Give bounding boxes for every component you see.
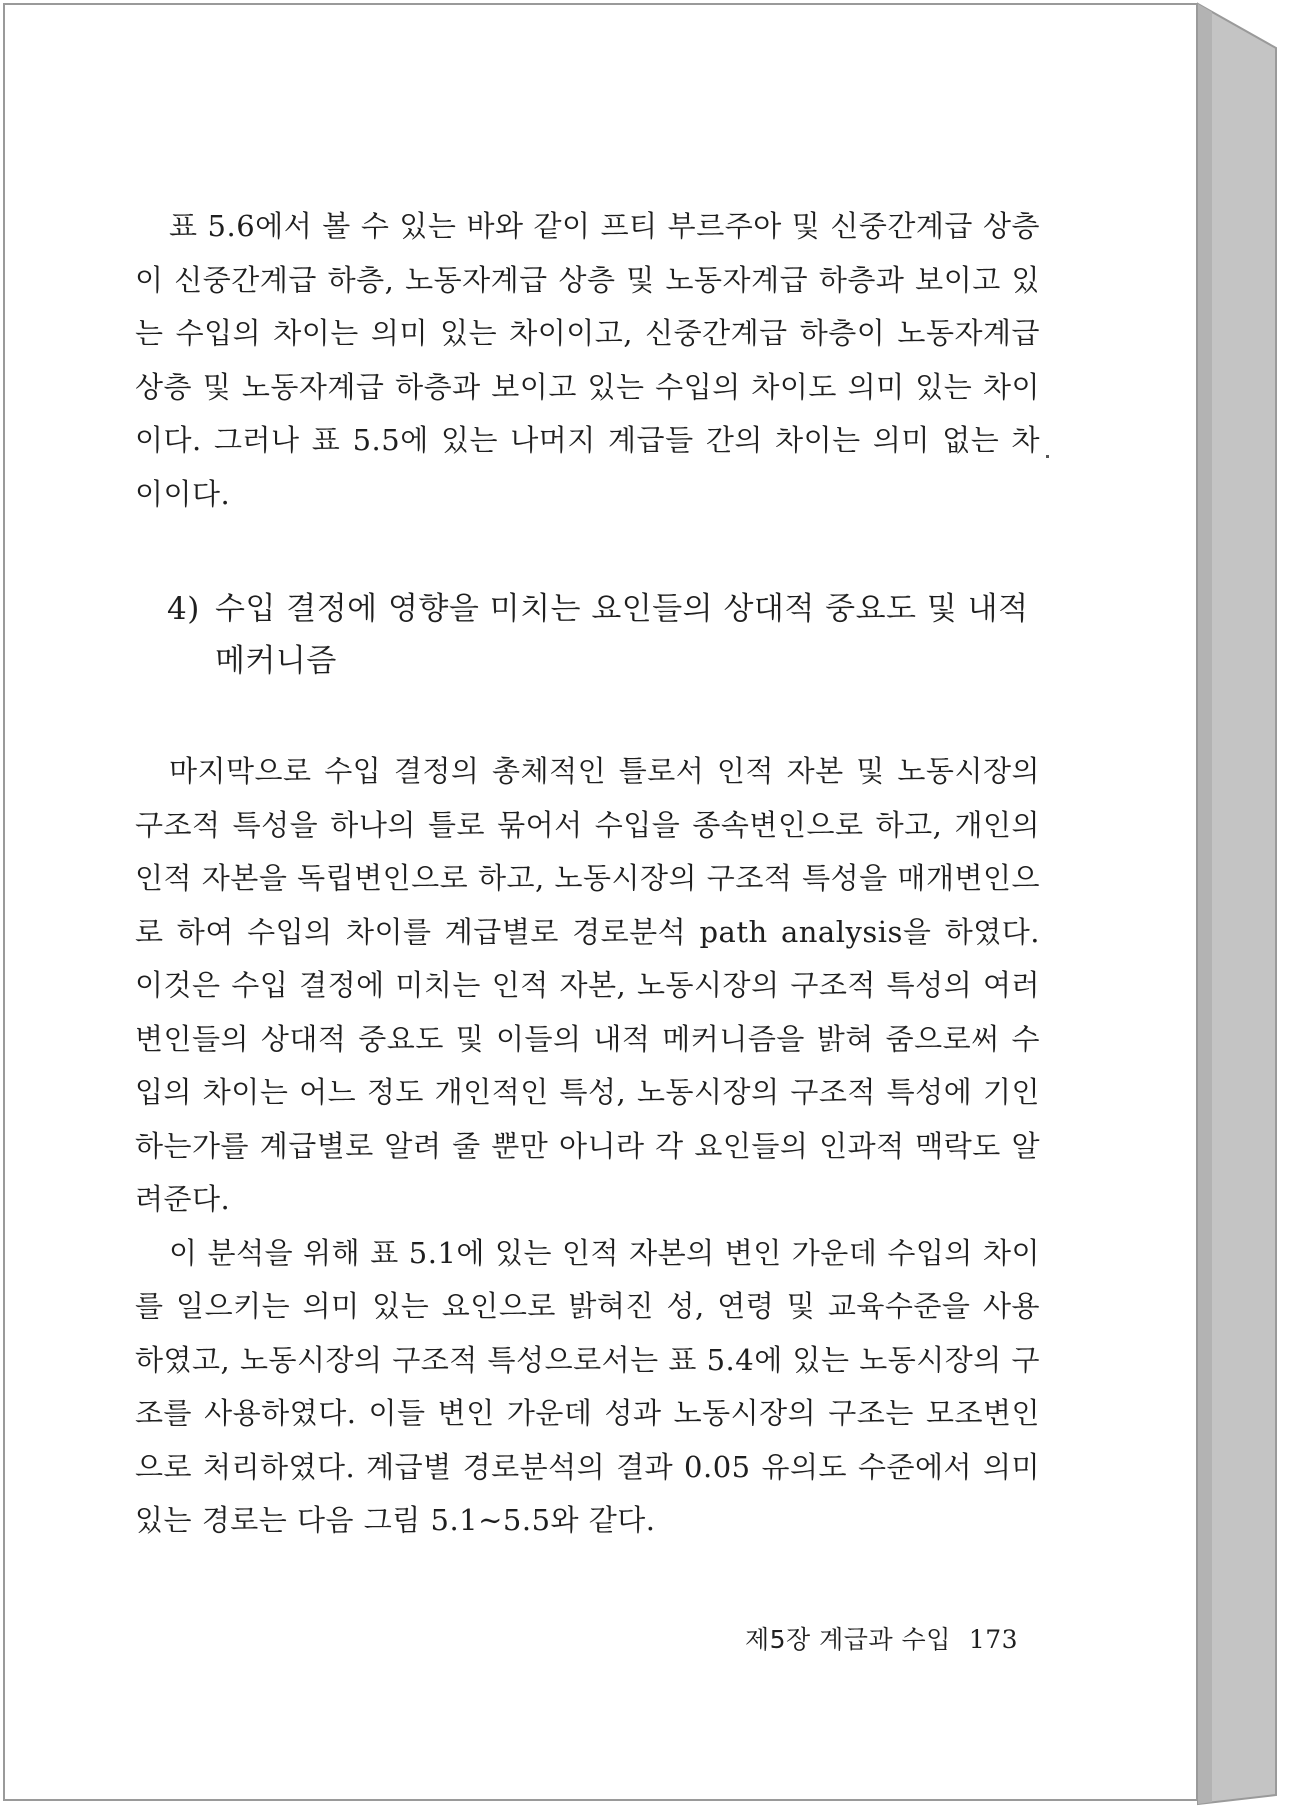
paragraph-variables: 이 분석을 위해 표 5.1에 있는 인적 자본의 변인 가운데 수입의 차이를 일으키는 의미 있는 요인으로 밝혀진 성, 연령 및 교육수준을 사용하였고, 노동시장의 구조적 특성으로서는 표 5.4에 있는 노동시장의 구조를 사용하였다. 이들 변인 가운데 성과 노동시장의 구조는 모조변인으로 처리하였다. 계급별 경로분석의 결과 0.05 유의도 수준에서 의미 있는 경로는 다음 그림 5.1∼5.5와 같다. [135, 1235, 1040, 1537]
page-body [135, 200, 1040, 1548]
page-number: 173 [968, 1625, 1019, 1654]
chapter-title: 제5장 계급과 수입 [745, 1625, 951, 1654]
stray-dot [1046, 455, 1049, 458]
running-footer [745, 1620, 1018, 1656]
section-number: 4) [167, 591, 200, 627]
section-title: 수입 결정에 영향을 미치는 요인들의 상대적 중요도 및 내적 메커니즘 [215, 591, 1029, 679]
paragraph-table-5-6: 표 5.6에서 볼 수 있는 바와 같이 프티 부르주아 및 신중간계급 상층이 신중간계급 하층, 노동자계급 상층 및 노동자계급 하층과 보이고 있는 수입의 차이는 의미 있는 차이이고, 신중간계급 하층이 노동자계급 상층 및 노동자계급 하층과 보이고 있는 수입의 차이도 의미 있는 차이이다. 그러나 표 5.5에 있는 나머지 계급들 간의 차이는 의미 없는 차이이다. [135, 209, 1040, 511]
book-side-shade [1198, 4, 1212, 1804]
paragraph-path-analysis: 마지막으로 수입 결정의 총체적인 틀로서 인적 자본 및 노동시장의 구조적 특성을 하나의 틀로 묶어서 수입을 종속변인으로 하고, 개인의 인적 자본을 독립변인으로 하고, 노동시장의 구조적 특성을 매개변인으로 하여 수입의 차이를 계급별로 경로분석 path analysis을 하였다. 이것은 수입 결정에 미치는 인적 자본, 노동시장의 구조적 특성의 여러 변인들의 상대적 중요도 및 이들의 내적 메커니즘을 밝혀 줌으로써 수입의 차이는 어느 정도 개인적인 특성, 노동시장의 구조적 특성에 기인하는가를 계급별로 알려 줄 뿐만 아니라 각 요인들의 인과적 맥락도 알려준다. [135, 754, 1040, 1216]
section-heading [135, 583, 1040, 687]
